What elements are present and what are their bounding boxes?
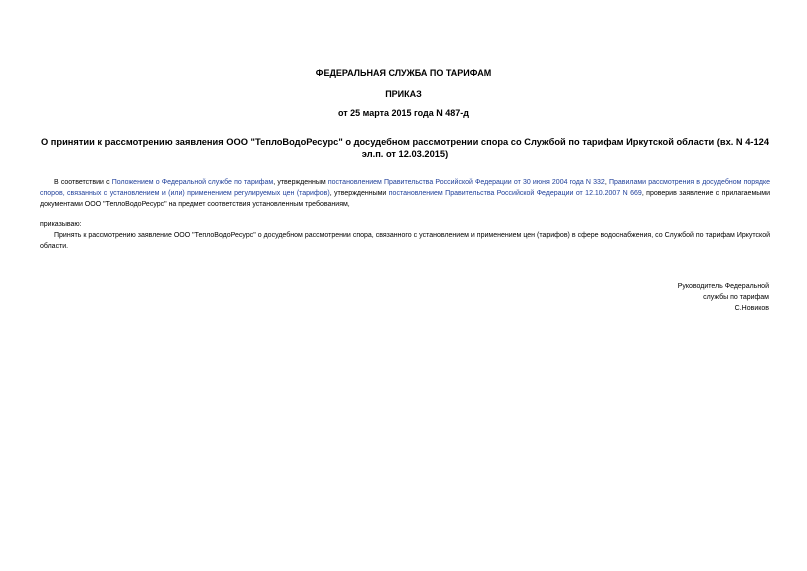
link-dispute-rules[interactable]: Правилами рассмотрения в досудебном порядке споров, связанных с установлением и (или) применением регулируемых цен (тарифов) — [40, 179, 770, 197]
decision-paragraph: Принять к рассмотрению заявление ООО "ТеплоВодоРесурс" о досудебном рассмотрении спора, связанного с установлением и применением цен (тарифов) в сфере водоснабжения, со Службой по тарифам Иркутской области. — [40, 232, 770, 250]
signature-name: С.Новиков — [734, 305, 769, 312]
signature-position-line-1: Руководитель Федеральной — [677, 283, 769, 290]
decree-label: приказываю: — [40, 221, 82, 228]
link-fst-regulation[interactable]: Положением о Федеральной службе по тарифам — [111, 179, 274, 186]
link-government-decree-669[interactable]: постановлением Правительства Российской Федерации от 12.10.2007 N 669 — [388, 190, 642, 197]
signature-position-line-2: службы по тарифам — [703, 294, 769, 301]
document-subject: О принятии к рассмотрению заявления ООО "ТеплоВодоРесурс" о досудебном рассмотрении спора со Службой по тарифам Иркутской области (вх. N 4-124 эл.п. от 12.03.2015) — [40, 137, 770, 159]
signature-block — [678, 281, 769, 314]
preamble-paragraph — [40, 177, 770, 210]
agency-heading: ФЕДЕРАЛЬНАЯ СЛУЖБА ПО ТАРИФАМ — [315, 68, 492, 78]
preamble-text-3: , — [604, 179, 609, 186]
preamble-text-1: В соответствии с — [54, 179, 112, 186]
link-government-decree-332[interactable]: постановлением Правительства Российской Федерации от 30 июня 2004 года N 332 — [327, 179, 605, 186]
preamble-text-2: , утвержденным — [273, 179, 328, 186]
document-type-heading: ПРИКАЗ — [385, 89, 422, 99]
preamble-text-4: , утвержденными — [329, 190, 389, 197]
preamble-text-5: , проверив заявление с прилагаемыми документами ООО "ТеплоВодоРесурс" на предмет соответствия установленным требованиям, — [40, 190, 771, 208]
document-date-number: от 25 марта 2015 года N 487-д — [337, 108, 469, 118]
